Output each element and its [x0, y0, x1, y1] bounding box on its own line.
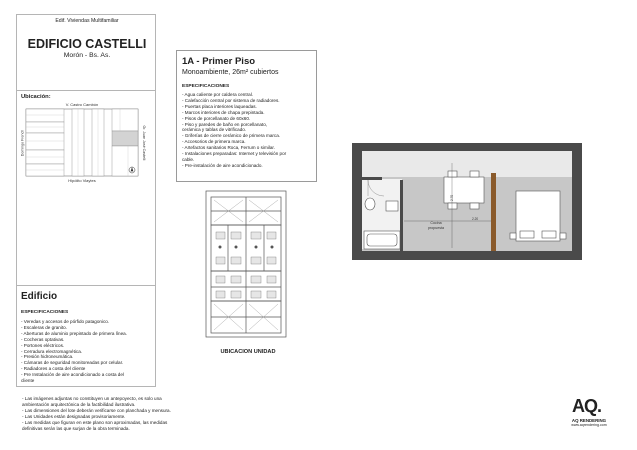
- list-item: - Veredas y accesos de pórfido patagonico.: [21, 319, 110, 324]
- list-item: - Las medidas que figuran en este plano son aproximadas, las medidas: [22, 419, 168, 425]
- street-bottom: Hipólito Viaytes: [68, 178, 96, 183]
- unit-spec-box: [176, 50, 317, 182]
- kitchen-label-line2: propuesta: [428, 226, 444, 230]
- unit-description: Monoambiente, 26m² cubiertos: [182, 69, 279, 76]
- unit-spec-list: [182, 92, 286, 169]
- list-item: - Accesorios de primera marca.: [182, 139, 246, 145]
- list-item: - Agua caliente por caldera central.: [182, 92, 253, 97]
- unit-title: 1A - Primer Piso: [182, 56, 256, 67]
- list-item: - Cerradura electromagnética.: [21, 348, 83, 354]
- brand-logo: AQ.: [572, 396, 602, 416]
- list-item: - Las Unidades están designadas provisoriamente.: [22, 413, 126, 419]
- list-item: - Artefactos sanitarios Roca, Ferrum o similar.: [182, 145, 275, 151]
- location-map: [20, 101, 154, 183]
- list-item: - Piso y paredes de baño en porcellanato,: [182, 121, 268, 127]
- list-item: - Presión hidroneumática.: [21, 354, 74, 360]
- list-item: cable.: [182, 156, 195, 162]
- divider: [17, 285, 155, 286]
- project-location: Morón - Bs. As.: [63, 52, 111, 59]
- list-item: - Portones eléctricos.: [21, 342, 65, 348]
- street-right: Gr. Juan José Castelli: [142, 125, 146, 161]
- divider: [17, 90, 155, 91]
- list-item: - Pre-instalación de aire acondicionado.: [182, 162, 263, 168]
- building-heading: Edificio: [21, 291, 58, 302]
- key-plan: [198, 187, 298, 342]
- floor-plan: [352, 143, 582, 260]
- list-item: ambientación arquitectónica de la factibilidad ilustrativa.: [22, 401, 136, 407]
- building-spec-list: [21, 319, 127, 384]
- list-item: - Instalaciones preparadas: Internet y televisión por: [182, 151, 287, 157]
- list-item: - Las dimensiones del lote deberán verificarse con planchada y mensura.: [22, 407, 171, 413]
- building-spec-heading: ESPECIFICACIONES: [21, 310, 69, 315]
- project-title: EDIFICIO CASTELLI: [27, 37, 147, 51]
- street-left: Domingo French: [20, 129, 25, 157]
- list-item: definitivas serán las que surjan de la obra terminada.: [22, 425, 130, 431]
- list-item: - Cámaras de seguridad monitoreadas por celular.: [21, 360, 124, 366]
- list-item: - Las imágenes adjuntas no constituyen un antepoyecto, es solo una: [22, 396, 162, 401]
- disclaimer-list: [22, 396, 171, 431]
- brand-name: AQ RENDERING: [571, 418, 607, 423]
- street-top: V. Castro Cambón: [65, 102, 99, 107]
- dimension-bottom: 2.20: [472, 217, 479, 221]
- unit-spec-heading: ESPECIFICACIONES: [182, 84, 230, 89]
- project-subtitle: Edif. Viviendas Multifamiliar: [55, 18, 119, 24]
- key-plan-caption: UBICACION UNIDAD: [220, 349, 276, 355]
- list-item: - Griferías de cierre cerámico de primera marca.: [182, 133, 281, 139]
- list-item: - Marcos interiores de chapa prepintada.: [182, 109, 265, 115]
- list-item: cerámica y tablas de vitrificado.: [182, 127, 247, 133]
- location-heading: Ubicación:: [21, 94, 51, 100]
- list-item: - Pre Instalación de aire acondicionado a costa del: [21, 372, 124, 378]
- list-item: - Calefacción central por sistema de radiadores.: [182, 97, 280, 103]
- list-item: - Puertas placa interiores laqueadas.: [182, 103, 257, 109]
- dimension-top: 2.70: [450, 194, 454, 201]
- list-item: - Escaleras de granito.: [21, 324, 67, 330]
- list-item: - Radiadores a costa del cliente: [21, 366, 86, 372]
- kitchen-label-line1: Cocina: [430, 221, 442, 225]
- list-item: - Pisos de porcellanato de 60x60.: [182, 115, 251, 121]
- list-item: cliente: [21, 378, 35, 384]
- left-column: [16, 14, 156, 387]
- brand-url: www.aqrendering.com: [571, 423, 607, 427]
- list-item: - Cocheras optativas.: [21, 336, 65, 342]
- list-item: - Aberturas de aluminio prepintado de primera línea.: [21, 330, 127, 336]
